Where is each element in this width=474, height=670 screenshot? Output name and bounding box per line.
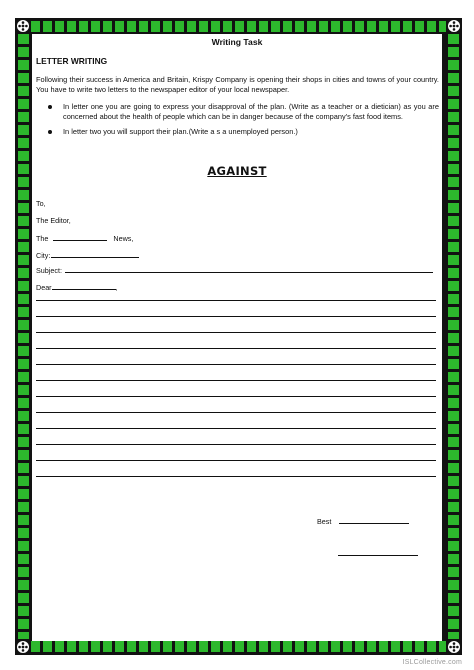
writing-line[interactable] bbox=[36, 348, 436, 349]
task-bullet-list bbox=[36, 102, 439, 142]
writing-line[interactable] bbox=[36, 316, 436, 317]
to-label: To, bbox=[36, 199, 46, 208]
letter-heading bbox=[32, 162, 442, 180]
film-reel-icon bbox=[16, 640, 30, 654]
task-bullet bbox=[36, 102, 439, 122]
signature-blank[interactable] bbox=[338, 548, 418, 556]
writing-line[interactable] bbox=[36, 476, 436, 477]
site-watermark: ISLCollective.com bbox=[402, 659, 462, 666]
dear-label: Dear bbox=[36, 283, 52, 292]
subject-label: Subject: bbox=[36, 266, 62, 275]
to-line bbox=[36, 199, 46, 209]
news-label: News, bbox=[113, 234, 134, 243]
best-label: Best bbox=[317, 517, 332, 526]
filmstrip-left bbox=[18, 34, 29, 639]
worksheet-title: Writing Task bbox=[211, 37, 263, 47]
letter-heading-text: AGAINST bbox=[207, 164, 267, 178]
city-label: City: bbox=[36, 251, 51, 260]
writing-line[interactable] bbox=[36, 300, 436, 301]
writing-line[interactable] bbox=[36, 332, 436, 333]
section-heading: LETTER WRITING bbox=[36, 56, 108, 66]
worksheet-page bbox=[32, 34, 442, 641]
filmstrip-right bbox=[448, 34, 459, 639]
the-label: The bbox=[36, 234, 49, 243]
writing-line[interactable] bbox=[36, 396, 436, 397]
salutation-line bbox=[36, 282, 118, 293]
salutation-blank[interactable] bbox=[52, 282, 116, 290]
editor-label: The Editor, bbox=[36, 216, 71, 225]
dear-suffix: , bbox=[115, 283, 118, 292]
task-bullet-text: In letter two you will support their plan.(Write a s a unemployed person.) bbox=[63, 127, 298, 136]
writing-line[interactable] bbox=[36, 412, 436, 413]
writing-line[interactable] bbox=[36, 364, 436, 365]
writing-line[interactable] bbox=[36, 460, 436, 461]
writing-line[interactable] bbox=[36, 380, 436, 381]
writing-line[interactable] bbox=[36, 428, 436, 429]
newspaper-line bbox=[36, 233, 133, 244]
editor-line bbox=[36, 216, 71, 226]
signature-line bbox=[338, 548, 418, 559]
task-intro: Following their success in America and Britain, Krispy Company is opening their shops in cities and towns of your country. You have to write two letters to the newspaper editor of your local newspaper. bbox=[36, 75, 439, 94]
subject-line bbox=[36, 265, 433, 276]
film-reel-icon bbox=[447, 640, 461, 654]
city-line bbox=[36, 250, 139, 261]
film-reel-icon bbox=[16, 19, 30, 33]
closing-blank[interactable] bbox=[339, 516, 409, 524]
filmstrip-bottom bbox=[31, 641, 446, 652]
bullet-icon bbox=[48, 105, 52, 109]
task-bullet-text: In letter one you are going to express your disapproval of the plan. (Write as a teacher or a dietician) as you are concerned about the health of people which can be in danger because of the company's fast food items. bbox=[63, 102, 439, 121]
closing-line bbox=[317, 516, 409, 527]
filmstrip-top bbox=[31, 21, 446, 32]
bullet-icon bbox=[48, 130, 52, 134]
film-reel-icon bbox=[447, 19, 461, 33]
newspaper-name-blank[interactable] bbox=[53, 233, 107, 241]
writing-line[interactable] bbox=[36, 444, 436, 445]
city-blank[interactable] bbox=[51, 250, 139, 258]
task-bullet bbox=[36, 127, 439, 137]
subject-blank[interactable] bbox=[65, 265, 433, 273]
